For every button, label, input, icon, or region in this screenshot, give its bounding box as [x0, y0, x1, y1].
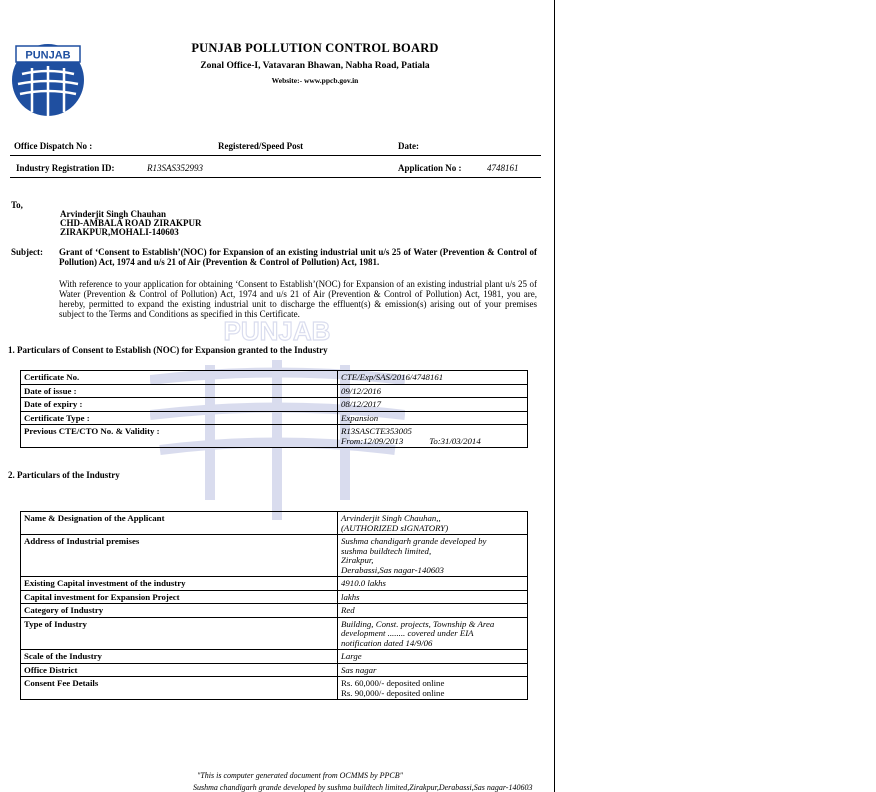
table-row: [21, 398, 528, 412]
table-row: [21, 590, 528, 604]
row-label: Office District: [21, 663, 338, 677]
post-type-label: Registered/Speed Post: [218, 141, 304, 151]
application-no-value: 4748161: [487, 163, 519, 173]
row-value: [338, 677, 528, 700]
footer-note: "This is computer generated document from OCMMS by PPCB": [197, 771, 403, 780]
to-label: To,: [11, 200, 23, 210]
value-line: Derabassi,Sas nagar-140603: [341, 564, 444, 575]
row-label: Address of Industrial premises: [21, 535, 338, 577]
table-row: [21, 577, 528, 591]
divider: [10, 177, 541, 178]
row-label: Category of Industry: [21, 604, 338, 618]
value-line: Zirakpur,: [341, 555, 374, 565]
row-label: Date of expiry :: [21, 398, 338, 412]
registration-id-value: R13SAS352993: [147, 163, 203, 173]
row-value: [338, 663, 528, 677]
table-row: [21, 650, 528, 664]
row-value: Expansion: [338, 411, 528, 425]
divider: [10, 155, 541, 156]
row-label: Certificate Type :: [21, 411, 338, 425]
registration-id-label: Industry Registration ID:: [16, 163, 115, 173]
value-line: Rs. 90,000/- deposited online: [341, 687, 445, 698]
row-value: [338, 425, 528, 448]
addressee-name: Arvinderjit Singh Chauhan: [60, 209, 167, 219]
row-value: [338, 590, 528, 604]
value-line: Rs. 60,000/- deposited online: [341, 678, 445, 688]
application-no-label: Application No :: [398, 163, 462, 173]
table-row: [21, 425, 528, 448]
row-label: Previous CTE/CTO No. & Validity :: [21, 425, 338, 448]
table-row: [21, 677, 528, 700]
section2-heading: 2. Particulars of the Industry: [8, 470, 120, 480]
website-text: Website:- www.ppcb.gov.in: [271, 76, 359, 85]
value-line: Sas nagar: [341, 664, 377, 675]
row-value: [338, 577, 528, 591]
validity-from: From:12/09/2013: [341, 435, 404, 446]
table-row: [21, 371, 528, 385]
zonal-office-address: Zonal Office-I, Vatavaran Bhawan, Nabha Road, Patiala: [200, 61, 430, 71]
table-row: [21, 604, 528, 618]
table-row: [21, 663, 528, 677]
row-value: CTE/Exp/SAS/2016/4748161: [338, 371, 528, 385]
value-line: notification dated 14/9/06: [341, 637, 433, 648]
row-value: [338, 650, 528, 664]
value-line: 4910.0 lakhs: [341, 578, 386, 588]
svg-text:PUNJAB: PUNJAB: [25, 49, 71, 62]
row-value: 09/12/2016: [338, 384, 528, 398]
value-line: Sushma chandigarh grande developed by: [341, 536, 487, 546]
industry-particulars-table: [20, 511, 528, 700]
validity: [341, 437, 524, 447]
value-line: Red: [341, 605, 355, 615]
row-value: [338, 617, 528, 650]
row-label: Existing Capital investment of the industry: [21, 577, 338, 591]
value-line: Building, Const. projects, Township & Area: [341, 618, 495, 629]
row-label: Certificate No.: [21, 371, 338, 385]
value-line: Arvinderjit Singh Chauhan,,: [341, 513, 441, 523]
svg-text:PUNJAB: PUNJAB: [223, 320, 331, 346]
addressee-line: CHD-AMBALA ROAD ZIRAKPUR: [60, 218, 202, 228]
section1-heading: 1. Particulars of Consent to Establish (NOC) for Expansion granted to the Industry: [8, 345, 328, 355]
previous-cte-no: R13SASCTE353005: [341, 426, 412, 436]
ppcb-logo: [8, 38, 88, 118]
board-title: PUNJAB POLLUTION CONTROL BOARD: [191, 41, 439, 55]
office-dispatch-label: Office Dispatch No :: [14, 141, 93, 151]
footer-address: Sushma chandigarh grande developed by sushma buildtech limited,Zirakpur,Derabassi,Sas nagar-140603: [193, 783, 533, 792]
subject-label: Subject:: [11, 247, 43, 257]
row-label: Name & Designation of the Applicant: [21, 512, 338, 535]
subject-text: Grant of ‘Consent to Establish’(NOC) for Expansion of an existing industrial unit u/s 25 of Water (Prevention & Control of Pollution) Act, 1974 and u/s 21 of Air (Prevention & Control of Pollution) Act, 1981.: [59, 247, 537, 267]
value-line: development ........ covered under EIA: [341, 628, 474, 638]
value-line: (AUTHORIZED sIGNATORY): [341, 522, 449, 533]
addressee-line: ZIRAKPUR,MOHALI-140603: [60, 227, 179, 237]
table-row: [21, 384, 528, 398]
table-row: [21, 411, 528, 425]
permission-paragraph: With reference to your application for obtaining ‘Consent to Establish’(NOC) for Expansion of an existing industrial plant u/s 25 of Water (Prevention & Control of Pollution) Act, 1974 and u/s 21 of Air (Prevention & Control of Pollution) Act, 1981, you are, hereby, permitted to expand the existing industrial unit to discharge the effluent(s) & emission(s) arising out of your premises subject to the Terms and Conditions as specified in this Certificate.: [59, 279, 537, 319]
row-value: [338, 512, 528, 535]
value-line: lakhs: [341, 591, 360, 602]
row-value: [338, 604, 528, 618]
addressee-block: [60, 210, 202, 237]
value-line: sushma buildtech limited,: [341, 545, 432, 556]
table-row: [21, 535, 528, 577]
consent-particulars-table: [20, 370, 528, 448]
table-row: [21, 512, 528, 535]
validity-to: To:31/03/2014: [429, 435, 481, 446]
date-label: Date:: [398, 141, 419, 151]
row-label: Scale of the Industry: [21, 650, 338, 664]
row-label: Type of Industry: [21, 617, 338, 650]
row-value: 08/12/2017: [338, 398, 528, 412]
row-label: Consent Fee Details: [21, 677, 338, 700]
row-value: [338, 535, 528, 577]
table-row: [21, 617, 528, 650]
row-label: Capital investment for Expansion Project: [21, 590, 338, 604]
row-label: Date of issue :: [21, 384, 338, 398]
value-line: Large: [341, 651, 362, 661]
